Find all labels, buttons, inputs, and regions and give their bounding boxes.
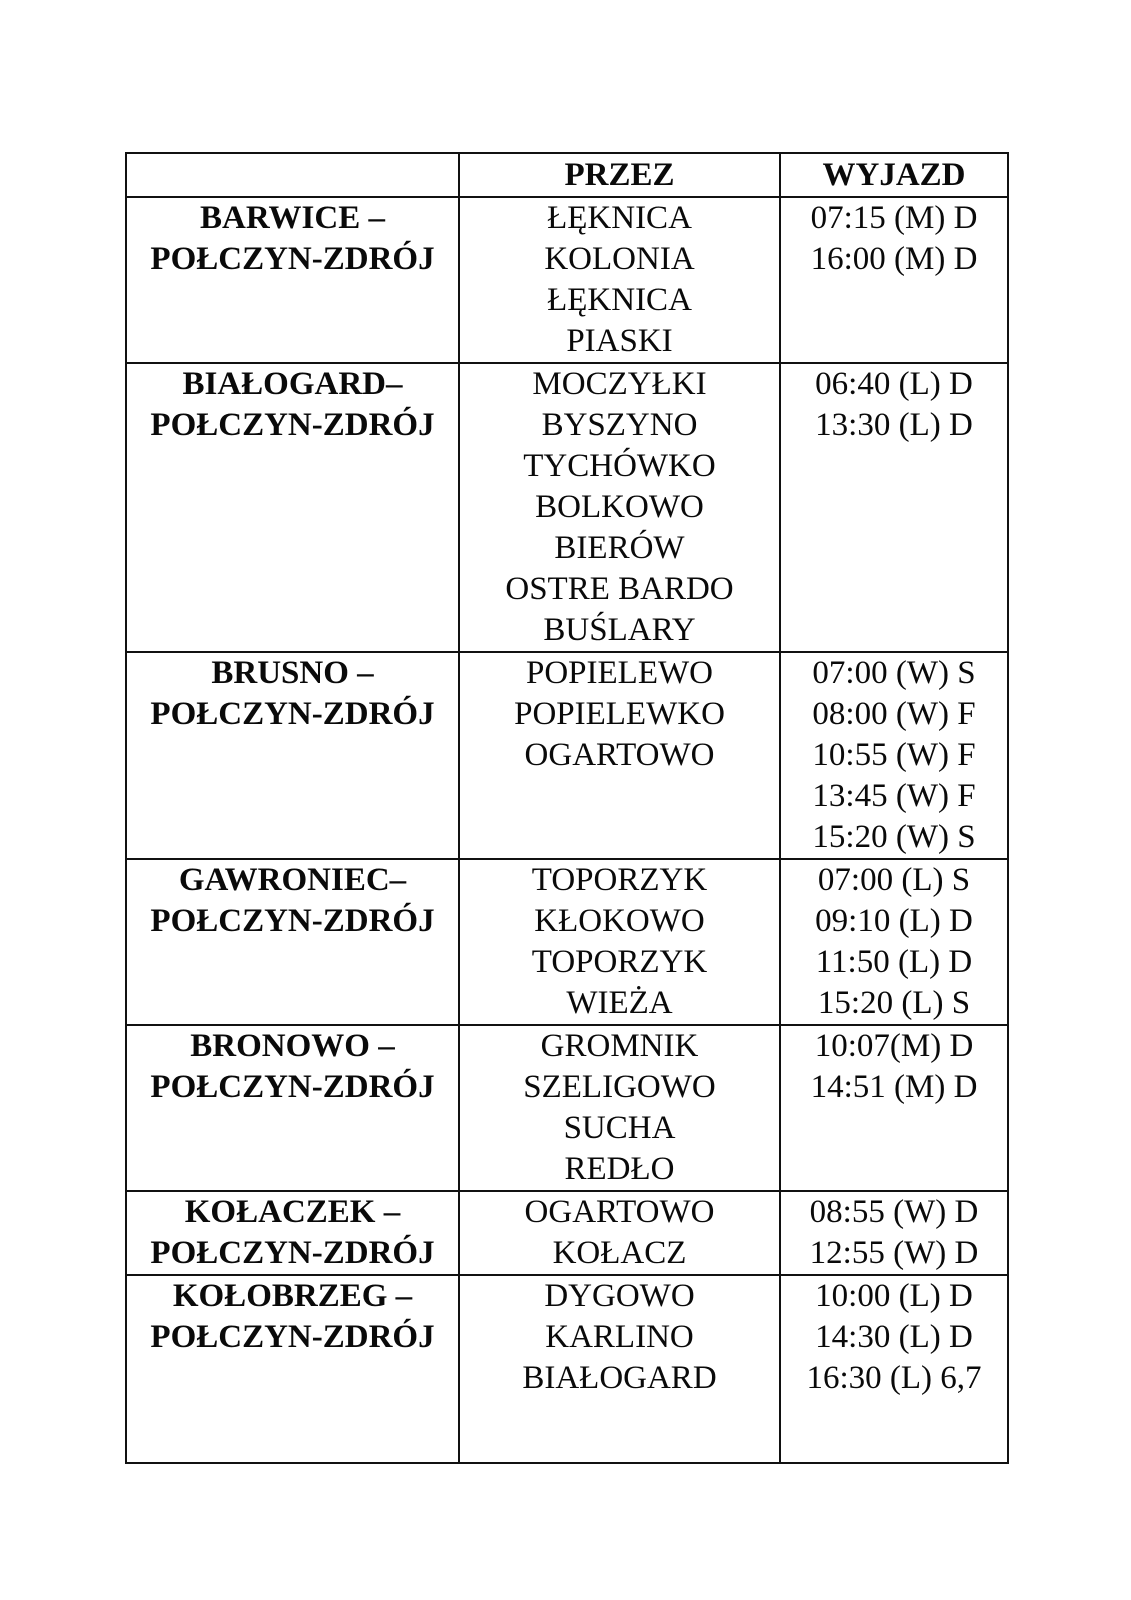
departure-time: 10:55 (W) F xyxy=(812,737,976,773)
departure-time: 11:50 (L) D xyxy=(815,944,973,980)
via-stop: KŁOKOWO xyxy=(534,903,705,939)
table-row xyxy=(126,1191,1008,1275)
route-line: KOŁOBRZEG – xyxy=(172,1278,413,1314)
via-cell xyxy=(459,652,780,859)
route-line: BRONOWO – xyxy=(190,1028,395,1064)
route-line: POŁCZYN-ZDRÓJ xyxy=(150,407,435,443)
route-cell xyxy=(126,197,459,363)
route-cell xyxy=(126,859,459,1025)
departure-time: 08:55 (W) D xyxy=(809,1194,979,1230)
departures-cell xyxy=(780,363,1008,652)
departures-cell xyxy=(780,197,1008,363)
departure-time: 07:00 (L) S xyxy=(817,862,971,898)
via-stop: WIEŻA xyxy=(566,985,673,1021)
header-przez: PRZEZ xyxy=(459,153,780,197)
route-line: POŁCZYN-ZDRÓJ xyxy=(150,696,435,732)
via-stop: TOPORZYK xyxy=(531,944,708,980)
departure-time: 12:55 (W) D xyxy=(809,1235,979,1271)
via-cell xyxy=(459,1275,780,1463)
via-stop: ŁĘKNICA xyxy=(547,200,692,236)
departure-time: 08:00 (W) F xyxy=(812,696,976,732)
header-route-empty xyxy=(126,153,459,197)
via-stop: GROMNIK xyxy=(540,1028,699,1064)
table-row xyxy=(126,1275,1008,1463)
via-stop: POPIELEWO xyxy=(526,655,713,691)
departures-cell xyxy=(780,1275,1008,1463)
via-stop: BIAŁOGARD xyxy=(522,1360,717,1396)
via-stop: TOPORZYK xyxy=(531,862,708,898)
departure-time: 13:45 (W) F xyxy=(812,778,976,814)
departure-time: 15:20 (W) S xyxy=(812,819,976,855)
header-wyjazd: WYJAZD xyxy=(780,153,1008,197)
departure-time: 10:00 (L) D xyxy=(815,1278,973,1314)
route-line: BARWICE – xyxy=(200,200,385,236)
departure-time: 13:30 (L) D xyxy=(815,407,973,443)
via-stop: ŁĘKNICA xyxy=(547,282,692,318)
via-cell xyxy=(459,1025,780,1191)
route-line: POŁCZYN-ZDRÓJ xyxy=(150,241,435,277)
departure-time: 14:30 (L) D xyxy=(815,1319,973,1355)
bus-timetable xyxy=(125,152,1009,1464)
via-stop: DYGOWO xyxy=(544,1278,695,1314)
table-row xyxy=(126,652,1008,859)
route-cell xyxy=(126,1275,459,1463)
via-stop: BIERÓW xyxy=(554,530,685,566)
route-line: GAWRONIEC– xyxy=(178,862,407,898)
table-row xyxy=(126,197,1008,363)
route-line: BIAŁOGARD– xyxy=(182,366,403,402)
departure-time: 10:07(M) D xyxy=(814,1028,974,1064)
via-stop: PIASKI xyxy=(566,323,673,359)
departure-time: 16:00 (M) D xyxy=(810,241,978,277)
departure-time: 09:10 (L) D xyxy=(815,903,973,939)
route-cell xyxy=(126,363,459,652)
table-row xyxy=(126,1025,1008,1191)
via-stop: SZELIGOWO xyxy=(523,1069,716,1105)
via-stop: MOCZYŁKI xyxy=(532,366,707,402)
departure-time: 07:00 (W) S xyxy=(812,655,976,691)
via-cell xyxy=(459,1191,780,1275)
table-row xyxy=(126,363,1008,652)
via-stop: BYSZYNO xyxy=(541,407,698,443)
header-row xyxy=(126,153,1008,197)
departures-cell xyxy=(780,652,1008,859)
via-stop: SUCHA xyxy=(563,1110,676,1146)
via-stop: OGARTOWO xyxy=(524,1194,715,1230)
departures-cell xyxy=(780,1191,1008,1275)
departures-cell xyxy=(780,859,1008,1025)
route-cell xyxy=(126,1025,459,1191)
departure-time: 15:20 (L) S xyxy=(817,985,971,1021)
via-stop: OGARTOWO xyxy=(524,737,715,773)
via-stop: BOLKOWO xyxy=(535,489,704,525)
via-cell xyxy=(459,197,780,363)
via-stop: OSTRE BARDO xyxy=(505,571,734,607)
route-line: POŁCZYN-ZDRÓJ xyxy=(150,1235,435,1271)
route-line: POŁCZYN-ZDRÓJ xyxy=(150,1069,435,1105)
via-cell xyxy=(459,363,780,652)
route-line: KOŁACZEK – xyxy=(184,1194,401,1230)
timetable-body xyxy=(126,197,1008,1463)
route-line: POŁCZYN-ZDRÓJ xyxy=(150,903,435,939)
departures-cell xyxy=(780,1025,1008,1191)
departure-time: 06:40 (L) D xyxy=(815,366,973,402)
via-stop: TYCHÓWKO xyxy=(523,448,716,484)
route-cell xyxy=(126,1191,459,1275)
via-stop: REDŁO xyxy=(564,1151,675,1187)
departure-time: 16:30 (L) 6,7 xyxy=(806,1360,982,1396)
via-cell xyxy=(459,859,780,1025)
table-row xyxy=(126,859,1008,1025)
route-line: POŁCZYN-ZDRÓJ xyxy=(150,1319,435,1355)
via-stop: KOŁACZ xyxy=(552,1235,687,1271)
via-stop: KARLINO xyxy=(545,1319,694,1355)
route-cell xyxy=(126,652,459,859)
via-stop: BUŚLARY xyxy=(543,612,696,648)
departure-time: 07:15 (M) D xyxy=(810,200,978,236)
via-stop: POPIELEWKO xyxy=(514,696,725,732)
departure-time: 14:51 (M) D xyxy=(810,1069,978,1105)
via-stop: KOLONIA xyxy=(544,241,695,277)
route-line: BRUSNO – xyxy=(211,655,374,691)
